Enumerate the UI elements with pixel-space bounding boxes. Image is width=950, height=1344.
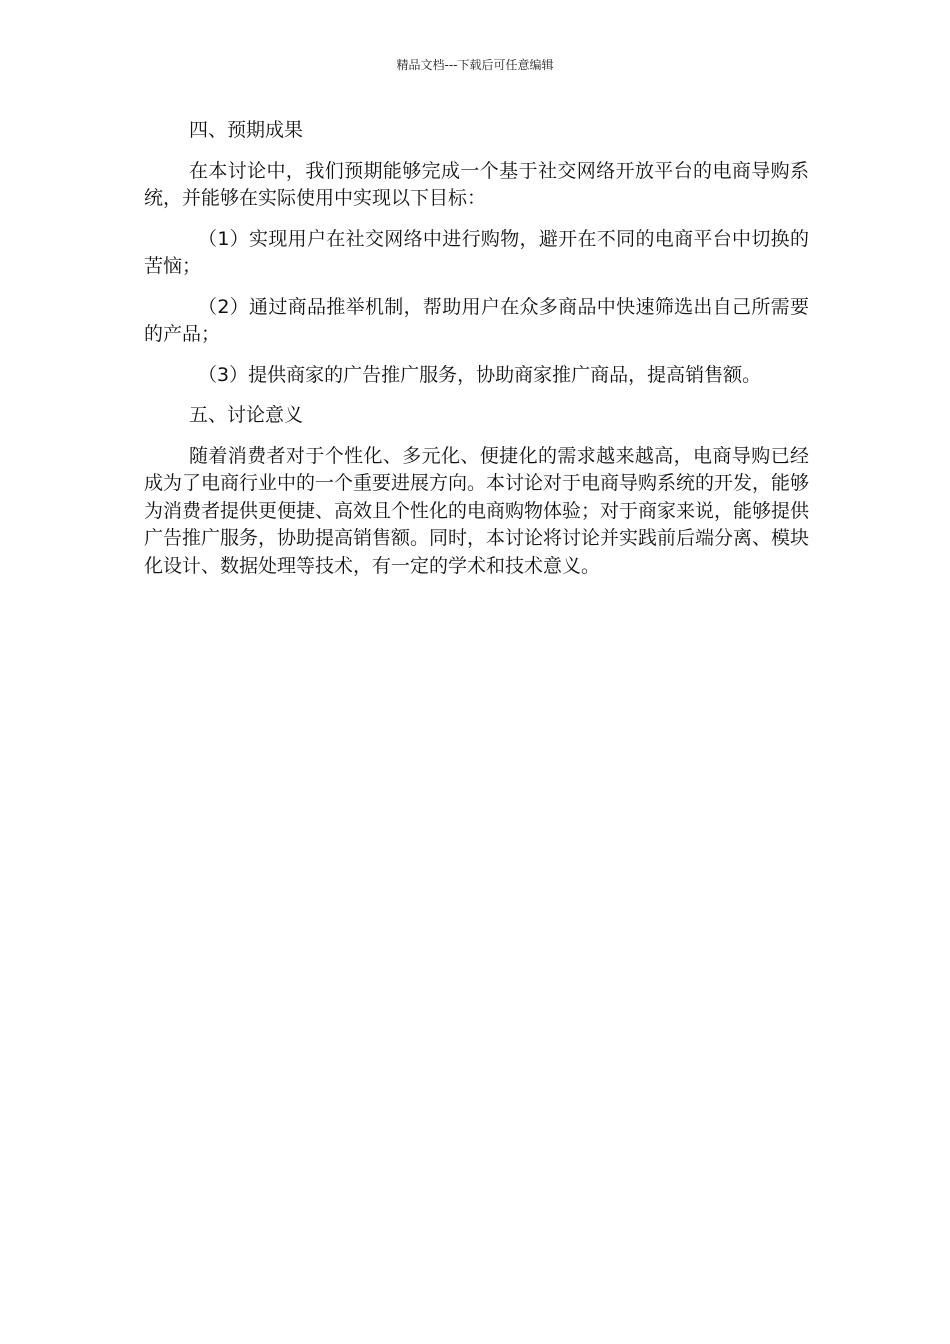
page-header: 精品文档---下载后可任意编辑: [396, 58, 554, 72]
significance-paragraph: 随着消费者对于个性化、多元化、便捷化的需求越来越高，电商导购已经成为了电商行业中的一个重要进展方向。本讨论对于电商导购系统的开发，能够为消费者提供更便捷、高效且个性化的电商购物体验；对于商家来说，能够提供广告推广服务，协助提高销售额。同时，本讨论将讨论并实践前后端分离、模块化设计、数据处理等技术，有一定的学术和技术意义。: [144, 444, 810, 577]
section-heading-significance: 五、讨论意义: [189, 404, 304, 426]
goal-item-2: （2）通过商品推举机制，帮助用户在众多商品中快速筛选出自己所需要的产品；: [144, 295, 809, 345]
goal-item-1: （1）实现用户在社交网络中进行购物，避开在不同的电商平台中切换的苦恼；: [144, 227, 809, 277]
goal-item-3: （3）提供商家的广告推广服务，协助商家推广商品，提高销售额。: [198, 363, 762, 386]
outcome-intro-paragraph: 在本讨论中，我们预期能够完成一个基于社交网络开放平台的电商导购系统，并能够在实际使用中实现以下目标：: [144, 159, 809, 209]
document-body: [144, 117, 809, 593]
section-heading-expected-outcome: 四、预期成果: [189, 119, 304, 141]
